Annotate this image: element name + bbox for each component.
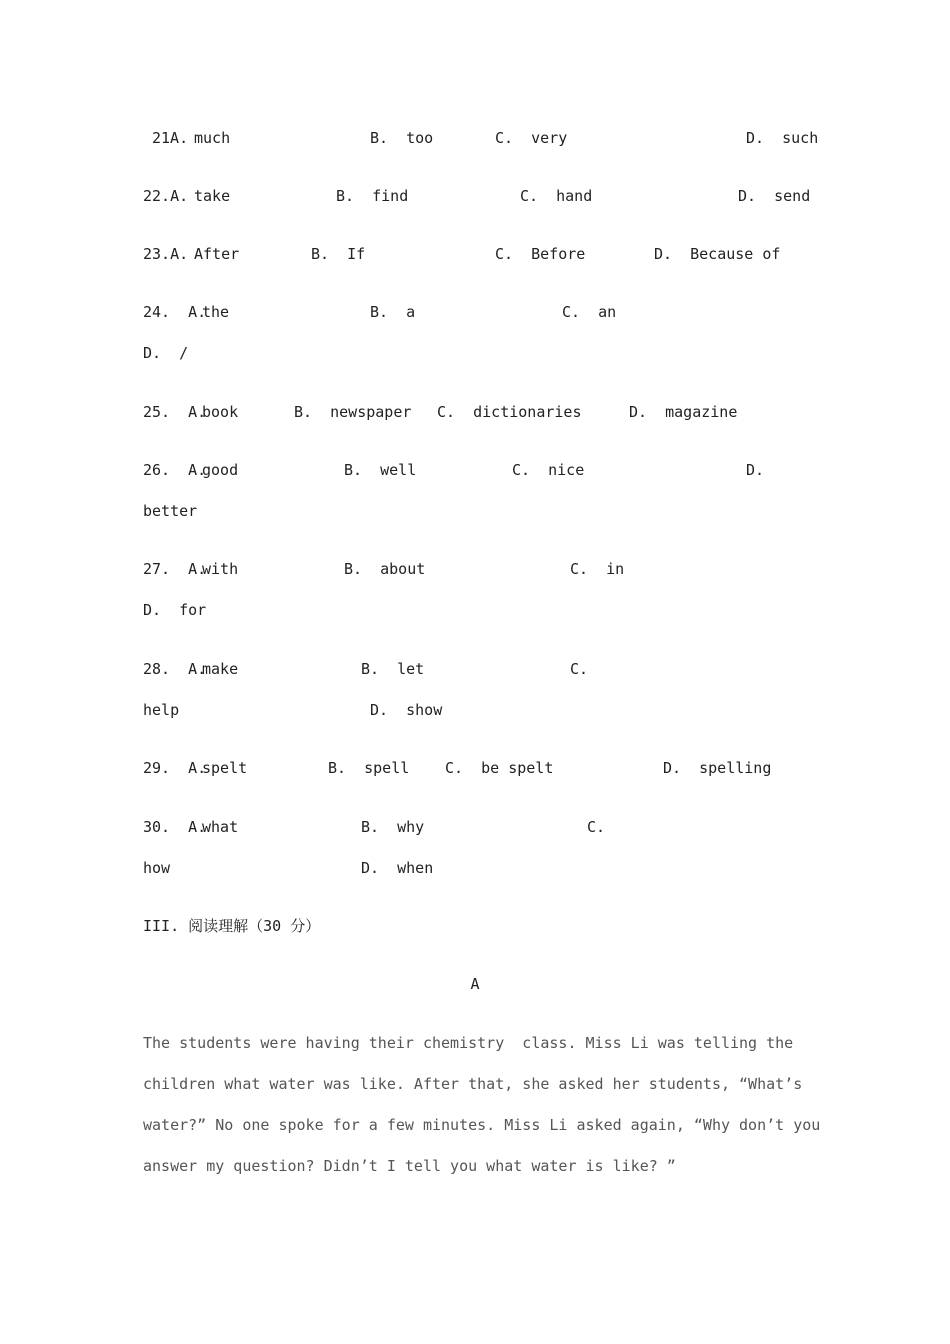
passage-line-2: children what water was like. After that, she asked her students, “What’s	[143, 1075, 803, 1093]
passage-label: A	[470, 975, 480, 993]
q30-option-a: what	[202, 818, 239, 836]
q23-option-d: D. Because of	[654, 245, 781, 263]
q22-option-a: take	[194, 187, 231, 205]
q25-number: 25. A.	[143, 403, 207, 421]
q25-option-a: book	[202, 403, 239, 421]
q25-option-b: B. newspaper	[294, 403, 412, 421]
q21-number: 21A.	[152, 129, 189, 147]
q26-option-b: B. well	[344, 461, 417, 479]
q27-option-b: B. about	[344, 560, 426, 578]
q29-option-d: D. spelling	[663, 759, 772, 777]
q28-number: 28. A.	[143, 660, 207, 678]
q23-option-c: C. Before	[495, 245, 586, 263]
q23-number: 23.A.	[143, 245, 189, 263]
q22-number: 22.A.	[143, 187, 189, 205]
q30-number: 30. A.	[143, 818, 207, 836]
q21-option-d: D. such	[746, 129, 819, 147]
q23-option-a: After	[194, 245, 240, 263]
q29-option-a: spelt	[202, 759, 248, 777]
q26-option-d-text: better	[143, 502, 198, 520]
q28-option-c-text: help	[143, 701, 180, 719]
q30-option-c-text: how	[143, 859, 171, 877]
q28-option-a: make	[202, 660, 239, 678]
q30-option-d: D. when	[361, 859, 434, 877]
q23-option-b: B. If	[311, 245, 366, 263]
q27-number: 27. A.	[143, 560, 207, 578]
q27-option-c: C. in	[570, 560, 625, 578]
q28-option-b: B. let	[361, 660, 425, 678]
q21-option-c: C. very	[495, 129, 568, 147]
q26-option-a: good	[202, 461, 239, 479]
q25-option-c: C. dictionaries	[437, 403, 582, 421]
section-heading: III. 阅读理解（30 分）	[143, 917, 321, 935]
q30-option-c-label: C.	[587, 818, 606, 836]
q27-option-a: with	[202, 560, 239, 578]
q22-option-c: C. hand	[520, 187, 593, 205]
q29-option-c: C. be spelt	[445, 759, 554, 777]
q27-option-d: D. for	[143, 601, 207, 619]
q26-option-c: C. nice	[512, 461, 585, 479]
q22-option-d: D. send	[738, 187, 811, 205]
passage-line-3: water?” No one spoke for a few minutes. Miss Li asked again, “Why don’t you	[143, 1116, 821, 1134]
q28-option-d: D. show	[370, 701, 443, 719]
q26-option-d-label: D.	[746, 461, 765, 479]
q28-option-c-label: C.	[570, 660, 589, 678]
q29-number: 29. A.	[143, 759, 207, 777]
q21-option-a: much	[194, 129, 231, 147]
q24-number: 24. A.	[143, 303, 207, 321]
q24-option-a: the	[202, 303, 230, 321]
passage-line-1: The students were having their chemistry class. Miss Li was telling the	[143, 1034, 794, 1052]
q24-option-c: C. an	[562, 303, 617, 321]
q30-option-b: B. why	[361, 818, 425, 836]
q29-option-b: B. spell	[328, 759, 410, 777]
passage-line-4: answer my question? Didn’t I tell you what water is like? ”	[143, 1157, 676, 1175]
q24-option-b: B. a	[370, 303, 416, 321]
q24-option-d: D. /	[143, 344, 189, 362]
q22-option-b: B. find	[336, 187, 409, 205]
q25-option-d: D. magazine	[629, 403, 738, 421]
q21-option-b: B. too	[370, 129, 434, 147]
q26-number: 26. A.	[143, 461, 207, 479]
